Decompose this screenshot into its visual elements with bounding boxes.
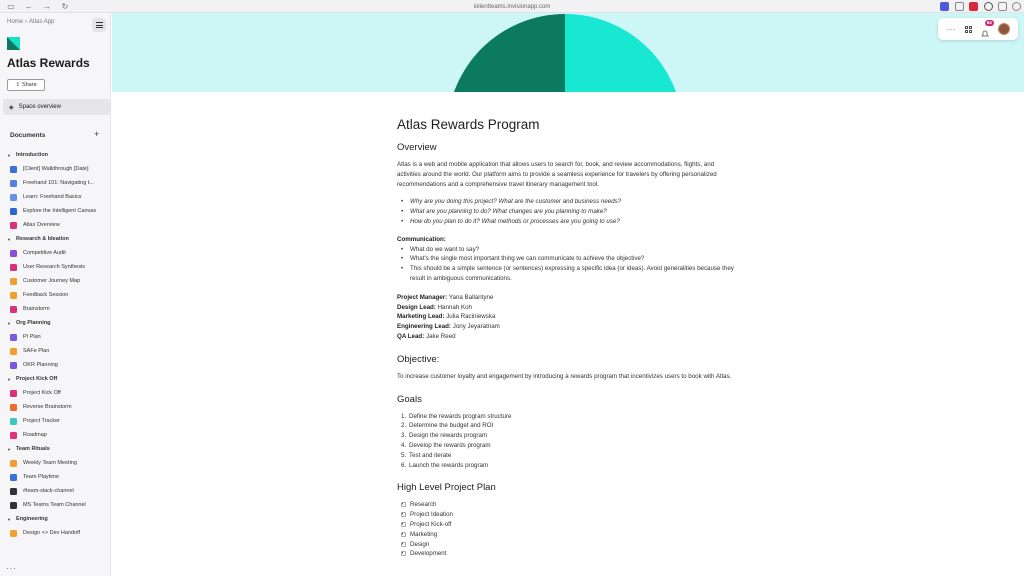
caret-down-icon[interactable]: ▼	[7, 320, 11, 326]
caret-down-icon[interactable]: ▼	[7, 446, 11, 452]
space-logo-icon	[7, 37, 20, 50]
checklist-text: Project Ideation	[410, 511, 453, 519]
document-icon	[10, 306, 17, 313]
share-label: Share	[21, 82, 37, 88]
notification-badge: 64	[986, 20, 992, 25]
document-icon	[10, 432, 17, 439]
document-icon	[10, 348, 17, 355]
communication-label: Communication:	[397, 235, 446, 243]
sidebar-item-label: Reverse Brainstorm	[23, 404, 72, 410]
checkbox[interactable]	[401, 502, 406, 507]
checklist-text: Design	[410, 540, 430, 548]
add-document-button[interactable]: +	[94, 129, 100, 139]
checklist-item	[397, 549, 737, 559]
document-icon	[10, 530, 17, 537]
share-button[interactable]	[7, 79, 45, 91]
team-role: Engineering Lead:	[397, 323, 451, 331]
goal-text: Determine the budget and ROI	[409, 422, 494, 430]
sidebar-item[interactable]	[0, 274, 111, 288]
sidebar-group[interactable]	[0, 372, 111, 386]
caret-down-icon[interactable]: ▼	[7, 376, 11, 382]
document-icon	[10, 474, 17, 481]
checklist-item	[397, 510, 737, 520]
checkbox[interactable]	[401, 551, 406, 556]
team-member	[397, 322, 737, 332]
document-icon	[10, 292, 17, 299]
sidebar-item[interactable]	[0, 428, 111, 442]
document-icon	[10, 180, 17, 187]
team-name: Jake Reed	[426, 332, 456, 340]
sidebar-item-label: Competitive Audit	[23, 250, 66, 256]
sidebar-item[interactable]	[0, 498, 111, 512]
checkbox[interactable]	[401, 532, 406, 537]
document-icon	[10, 362, 17, 369]
sidebar-toggle-icon[interactable]: ▭	[7, 1, 15, 11]
sidebar-item[interactable]	[0, 484, 111, 498]
sidebar-item-label: Learn: Freehand Basics	[23, 194, 82, 200]
sidebar-group-label: Org Planning	[15, 320, 51, 326]
sidebar-item-label: SAFe Plan	[23, 348, 50, 354]
goal-item	[397, 441, 737, 451]
checklist-text: Project Kick-off	[410, 520, 452, 528]
sidebar-item-label: #team-slack-channel	[23, 488, 74, 494]
document-icon	[10, 502, 17, 509]
address-bar	[0, 0, 1024, 13]
goal-text: Develop the rewards program	[409, 441, 491, 449]
goal-number: 2.	[401, 422, 407, 430]
apps-grid-icon[interactable]	[965, 26, 972, 33]
team-role: QA Lead:	[397, 332, 425, 340]
sidebar-item[interactable]	[0, 330, 111, 344]
breadcrumb-separator: ›	[25, 19, 28, 25]
document-tree	[0, 148, 111, 540]
sidebar-item[interactable]	[0, 386, 111, 400]
sidebar-item[interactable]	[0, 400, 111, 414]
team-name: Hannah Koh	[437, 303, 472, 311]
goals-heading: Goals	[397, 393, 422, 405]
sidebar-group[interactable]	[0, 512, 111, 526]
communication-item: • This should be a simple sentence (or sentences) expressing a specific idea (or ideas). Avoid generalities because they result in ambiguous communications.	[397, 264, 737, 284]
document-icon	[10, 390, 17, 397]
checkbox[interactable]	[401, 512, 406, 517]
extension-icon[interactable]	[1012, 2, 1021, 11]
sidebar-item-label: Design <> Dev Handoff	[23, 530, 81, 536]
extension-icon[interactable]	[984, 2, 993, 11]
document-icon	[10, 488, 17, 495]
communication-list	[397, 245, 737, 284]
extension-icon[interactable]	[955, 2, 964, 11]
share-icon: ⇪	[15, 82, 20, 88]
questions-list	[397, 197, 737, 226]
sidebar-item-label: Feedback Session	[23, 292, 69, 298]
communication-item: • What's the single most important thing we can communicate to achieve the objective?	[397, 254, 737, 264]
checklist-item	[397, 520, 737, 530]
breadcrumb	[7, 19, 54, 25]
sidebar-item[interactable]	[0, 456, 111, 470]
forward-icon[interactable]: →	[43, 1, 51, 11]
goal-text: Launch the rewards program	[409, 461, 489, 469]
breadcrumb-home[interactable]: Home	[7, 19, 24, 25]
browser-toolbar	[0, 0, 1024, 13]
document-icon	[10, 166, 17, 173]
sidebar-item[interactable]	[0, 302, 111, 316]
checklist-text: Research	[410, 501, 437, 509]
goal-item	[397, 451, 737, 461]
sidebar-item-label: User Research Synthesis	[23, 264, 86, 270]
document-icon	[10, 278, 17, 285]
document-icon	[10, 194, 17, 201]
team-name: Jony Jeyaratnam	[452, 323, 500, 331]
sidebar-item[interactable]	[0, 176, 111, 190]
document-icon	[10, 222, 17, 229]
url-text[interactable]: iolientteams.invisionapp.com	[473, 3, 551, 10]
reload-icon[interactable]: ↻	[61, 1, 69, 11]
sidebar-item-label: Brainstorm	[23, 306, 50, 312]
sidebar-item-label: PI Plan	[23, 334, 41, 340]
sidebar-item-label: Project Tracker	[23, 418, 60, 424]
sidebar-item-label: Team Playtime	[23, 474, 60, 480]
team-name: Yana Ballantyne	[448, 293, 494, 301]
sidebar-item-label: Project Kick Off	[23, 390, 61, 396]
space-overview-item[interactable]	[3, 99, 110, 115]
checklist-item	[397, 500, 737, 510]
communication-item: • What do we want to say?	[397, 245, 737, 255]
avatar[interactable]	[998, 23, 1010, 35]
goal-item	[397, 431, 737, 441]
cover-art	[112, 13, 1024, 92]
document-icon	[10, 404, 17, 411]
cover-banner	[112, 13, 1024, 92]
plan-checklist	[397, 500, 737, 559]
team-name: Julia Raciniewska	[446, 313, 496, 321]
question-item: • How do you plan to do it? What methods or processes are you going to use?	[397, 217, 737, 227]
team-list	[397, 293, 737, 342]
goal-item	[397, 421, 737, 431]
sidebar-item-label: Weekly Team Meeting	[23, 460, 77, 466]
sidebar-item[interactable]	[0, 344, 111, 358]
document-icon	[10, 418, 17, 425]
sidebar-item[interactable]	[0, 414, 111, 428]
document-icon	[10, 250, 17, 257]
sidebar-group-label: Engineering	[15, 516, 48, 522]
sidebar-group-label: Team Rituals	[15, 446, 50, 452]
goal-number: 4.	[401, 441, 407, 449]
sidebar-group-label: Introduction	[15, 152, 49, 158]
objective-paragraph: To increase customer loyalty and engagement by introducing a rewards program that incentivizes users to book with Atlas.	[397, 372, 732, 380]
extension-icon[interactable]	[998, 2, 1007, 11]
team-role: Marketing Lead:	[397, 313, 445, 321]
extension-icon[interactable]	[940, 2, 949, 11]
document-icon	[10, 460, 17, 467]
question-item: • Why are you doing this project? What are the customer and business needs?	[397, 197, 737, 207]
sidebar-item-label: Explore the Intelligent Canvas	[23, 208, 97, 214]
breadcrumb-app[interactable]: Atlas App	[29, 19, 55, 25]
layers-icon: ◈	[9, 104, 14, 111]
sidebar-group-label: Research & Ideation	[15, 236, 69, 242]
team-member	[397, 332, 737, 342]
sidebar	[0, 13, 111, 576]
sidebar-item[interactable]	[0, 288, 111, 302]
sidebar-item-label: Roadmap	[23, 432, 47, 438]
sidebar-item[interactable]	[0, 246, 111, 260]
sidebar-item[interactable]	[0, 260, 111, 274]
space-title: Atlas Rewards	[7, 56, 90, 70]
team-member	[397, 312, 737, 322]
sidebar-item[interactable]	[0, 162, 111, 176]
more-options-button[interactable]: ···	[6, 564, 17, 573]
checkbox[interactable]	[401, 542, 406, 547]
checklist-text: Marketing	[410, 530, 438, 538]
sidebar-group[interactable]	[0, 232, 111, 246]
document-icon	[10, 208, 17, 215]
sidebar-item-label: Customer Journey Map	[23, 278, 81, 284]
goal-number: 3.	[401, 432, 407, 440]
checkbox[interactable]	[401, 522, 406, 527]
checklist-item	[397, 540, 737, 550]
documents-heading: Documents	[10, 132, 46, 139]
question-item: • What are you planning to do? What changes are you planning to make?	[397, 207, 737, 217]
overview-paragraph: Atlas is a web and mobile application that allows users to search for, book, and review accommodations, flights, and activities around the world. Our platform aims to provide a seamless experience for travelers by offering personalized recommendations and a comprehensive travel itinerary management tool.	[397, 161, 717, 188]
sidebar-item[interactable]	[0, 218, 111, 232]
main-content	[112, 13, 1024, 576]
team-member	[397, 303, 737, 313]
plan-heading: High Level Project Plan	[397, 482, 496, 494]
top-toolbar	[938, 18, 1018, 40]
sidebar-group[interactable]	[0, 148, 111, 162]
sidebar-item-label: MS Teams Team Channel	[23, 502, 86, 508]
document-body	[397, 117, 737, 559]
sidebar-group[interactable]	[0, 442, 111, 456]
goal-number: 1.	[401, 412, 407, 420]
objective-heading: Objective:	[397, 353, 440, 365]
checklist-item	[397, 530, 737, 540]
team-member	[397, 293, 737, 303]
caret-down-icon[interactable]: ▼	[7, 516, 11, 522]
sidebar-item-label: Freehand 101: Navigating t...	[23, 180, 94, 186]
extension-icon[interactable]	[969, 2, 978, 11]
notifications-icon[interactable]	[981, 20, 992, 33]
goal-item	[397, 461, 737, 471]
sidebar-item[interactable]	[0, 526, 111, 540]
goal-item	[397, 412, 737, 422]
back-icon[interactable]: ←	[25, 1, 33, 11]
checklist-text: Development	[410, 550, 447, 558]
document-title: Atlas Rewards Program	[397, 117, 540, 132]
sidebar-group-label: Project Kick Off	[15, 376, 58, 382]
document-icon	[10, 264, 17, 271]
goal-number: 5.	[401, 451, 407, 459]
goals-list	[397, 412, 737, 471]
overview-heading: Overview	[397, 142, 437, 153]
caret-down-icon[interactable]: ▼	[7, 152, 11, 158]
goal-text: Define the rewards program structure	[409, 412, 512, 420]
goal-text: Design the rewards program	[409, 432, 488, 440]
sidebar-item[interactable]	[0, 204, 111, 218]
menu-button[interactable]	[92, 18, 106, 32]
goal-text: Test and iterate	[409, 451, 452, 459]
sidebar-item-label: OKR Planning	[23, 362, 58, 368]
sidebar-group[interactable]	[0, 316, 111, 330]
sidebar-item[interactable]	[0, 358, 111, 372]
sidebar-item-label: Atlas Overview	[23, 222, 60, 228]
more-icon[interactable]: ···	[946, 24, 956, 34]
team-role: Project Manager:	[397, 293, 448, 301]
sidebar-item[interactable]	[0, 470, 111, 484]
caret-down-icon[interactable]: ▼	[7, 236, 11, 242]
space-overview-label: Space overview	[18, 104, 61, 110]
sidebar-item-label: [Client] Walkthrough [Date]	[23, 166, 89, 172]
goal-number: 6.	[401, 461, 407, 469]
document-icon	[10, 334, 17, 341]
sidebar-item[interactable]	[0, 190, 111, 204]
team-role: Design Lead:	[397, 303, 436, 311]
